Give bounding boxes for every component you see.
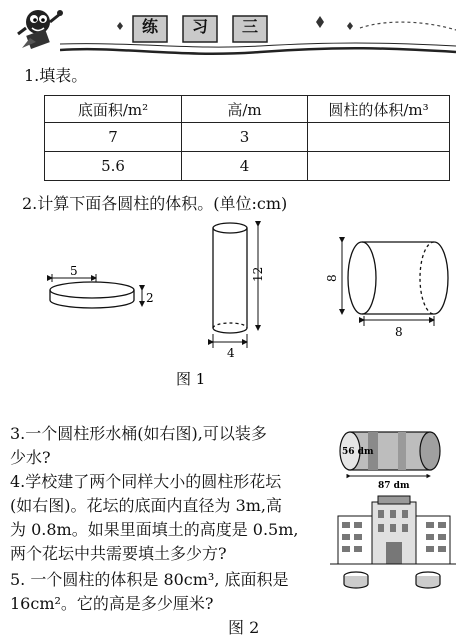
table-cell: 3	[182, 123, 308, 152]
figure-2-caption: 图 2	[228, 618, 260, 637]
table-cell: 4	[182, 152, 308, 181]
title-char-2: 习	[191, 17, 208, 36]
table-header-cell: 底面积/m²	[45, 96, 182, 123]
cyl1-diameter-label: 5	[70, 264, 78, 278]
cyl1-height-label: 2	[146, 291, 154, 305]
table-cell: 7	[45, 123, 182, 152]
q5-line-1: 5. 一个圆柱的体积是 80cm³, 底面积是	[10, 570, 289, 589]
answer-blank-cell[interactable]	[308, 123, 450, 152]
q4-line-4: 两个花坛中共需要填土多少方?	[10, 544, 227, 563]
q3-line-2: 少水?	[10, 448, 51, 467]
pencil-mascot-icon	[8, 2, 64, 56]
figure-2	[328, 418, 458, 618]
figure-1	[0, 216, 464, 396]
cyl3-diameter-label: 8	[325, 274, 339, 282]
table-header-cell: 圆柱的体积/m³	[308, 96, 450, 123]
table-header-cell: 高/m	[182, 96, 308, 123]
short-cylinder	[50, 274, 142, 308]
school-building-icon	[330, 496, 456, 564]
q4-line-2: (如右图)。花坛的底面内直径为 3m,高	[10, 496, 283, 515]
lying-cylinder	[342, 242, 448, 326]
q1-label: 1.填表。	[24, 66, 88, 85]
q2-label: 2.计算下面各圆柱的体积。(单位:cm)	[22, 194, 288, 213]
answer-blank-cell[interactable]	[308, 152, 450, 181]
figure-1-caption: 图 1	[176, 370, 206, 388]
barrel-length-label: 87 dm	[378, 481, 410, 491]
cyl2-diameter-label: 4	[227, 346, 235, 360]
cyl2-height-label: 12	[251, 266, 265, 282]
q5-line-2: 16cm²。它的高是多少厘米?	[10, 594, 214, 613]
tall-cylinder	[213, 223, 258, 348]
table-cell: 5.6	[45, 152, 182, 181]
q3-line-1: 3.一个圆柱形水桶(如右图),可以装多	[10, 424, 267, 443]
cyl3-length-label: 8	[395, 325, 403, 339]
q4-line-1: 4.学校建了两个同样大小的圆柱形花坛	[10, 472, 282, 491]
title-char-1: 练	[141, 17, 158, 36]
table-header-row	[45, 96, 450, 123]
table-row	[45, 152, 450, 181]
fill-in-table	[44, 95, 450, 181]
flower-bed-icon	[344, 572, 440, 588]
barrel-diameter-label: 56 dm	[342, 447, 374, 457]
table-row	[45, 123, 450, 152]
q4-line-3: 为 0.8m。如果里面填土的高度是 0.5m,	[10, 520, 299, 539]
title-char-3: 三	[241, 17, 258, 36]
